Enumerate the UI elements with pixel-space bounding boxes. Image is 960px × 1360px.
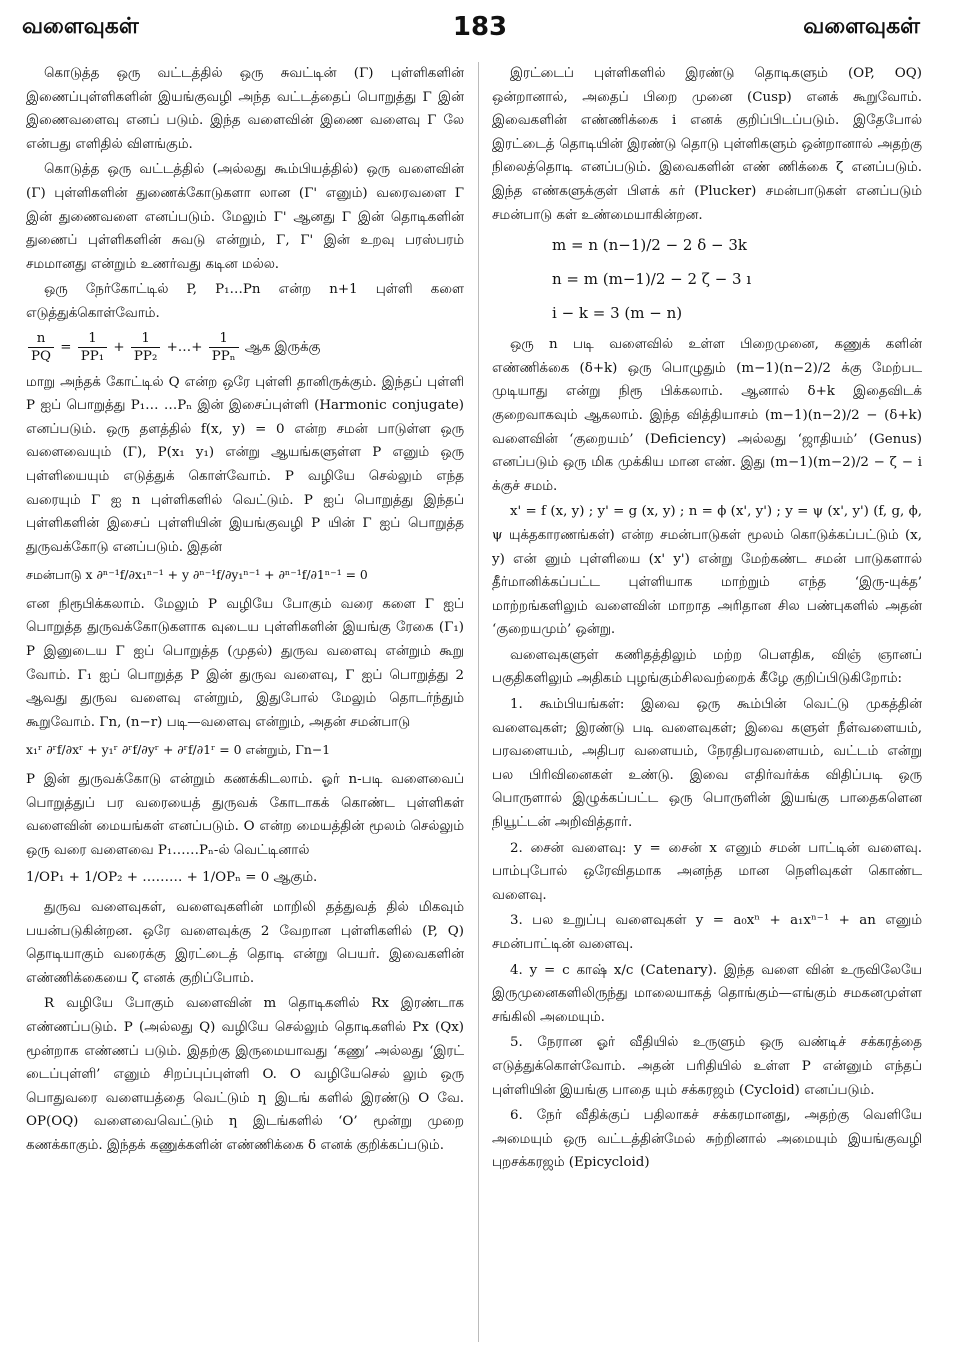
plucker-equation-3: i − k = 3 (m − n) xyxy=(552,304,683,323)
denominator: PQ xyxy=(31,348,51,364)
polar-curve-equation: x₁ʳ ∂ʳf/∂xʳ + y₁ʳ ∂ʳf/∂yʳ + ∂ʳf/∂1ʳ = 0 என்றும், Γn−1 xyxy=(26,742,331,758)
denominator: PPₙ xyxy=(211,348,236,364)
left-column xyxy=(26,62,464,1352)
fraction xyxy=(28,330,54,365)
numerator: 1 xyxy=(131,330,160,348)
operator: + xyxy=(113,339,125,355)
list-item: 5. நேரான ஓர் வீதியில் உருளும் ஒரு வண்டிச் சக்கரத்தை எடுத்துக்கொள்வோம். அதன் பரிதியில் உள்ள P என்னும் எந்தப் புள்ளியின் இயங்கு பாதை யும் சக்கரஜம் (Cycloid) எனப்படும். xyxy=(492,1035,922,1098)
page-number: 183 xyxy=(452,12,508,42)
plucker-equation-2: n = m (m−1)/2 − 2 ζ − 3 ı xyxy=(552,270,752,289)
numerator: 1 xyxy=(78,330,107,348)
paragraph: x' = f (x, y) ; y' = g (x, y) ; n = ϕ (x', y') ; y = ψ (x', y') (f, g, ϕ, ψ யுக்தகாரணங்கள்) என்ற சமன்பாடுகள் மூலம் கொடுக்கப்பட்டும் (x, y) என் னும் புள்ளியை (x' y') என்று மேற்கண்ட சமன் பாடுகளால் தீர்மானிக்கப்பட்ட புள்ளியாக மாற்றும் எந்த ‘இரு-யுக்த’ மாற்றங்களிலும் வளைவின் மாறாத அரிதான சில பண்புகளில் அதன் ‘குறையமும்’ ஒன்று. xyxy=(492,504,922,638)
operator: = xyxy=(60,339,72,355)
harmonic-formula xyxy=(26,330,464,365)
header-left-title: வளைவுகள் xyxy=(22,14,139,39)
numerator: 1 xyxy=(209,330,239,348)
paragraph: என நிரூபிக்கலாம். மேலும் P வழியே போகும் வரை களை Γ ஐப் பொறுத்த துருவக்கோடுகளாக வுடைய புள்ளிகளின் இயங்கு ரேகை (Γ₁) P இனுடைய Γ ஐப் பொறுத்த (முதல்) துருவ வளைவு என்றும் கூறு வோம். Γ₁ ஐப் பொறுத்த P இன் துருவ வளைவு, Γ ஐப் பொறுத்து 2 ஆவது துருவ வளைவு என்றும், இதுபோல் மேலும் தொடர்ந்தும் கூறுவோம். Γn, (n−r) படி—வளைவு என்றும், அதன் சமன்பாடு xyxy=(26,596,464,730)
list-item: 4. y = c காஷ் x/c (Catenary). இந்த வளை வின் உருவிலேயே இருமுனைகளிலிருந்து மாலையாகத் தொங்கும்—எங்கும் சமகனமுள்ள சங்கிலி அமையும். xyxy=(492,962,922,1025)
page-header xyxy=(0,0,960,46)
denominator: PP₁ xyxy=(80,348,105,364)
ellipsis-operator: +…+ xyxy=(166,339,203,355)
header-right-title: வளைவுகள் xyxy=(803,14,920,39)
reciprocal-sum-equation: 1/OP₁ + 1/OP₂ + ……… + 1/OPₙ = 0 ஆகும். xyxy=(26,870,318,886)
paragraph: இரட்டைப் புள்ளிகளில் இரண்டு தொடிகளும் (OP, OQ) ஒன்றானால், அதைப் பிறை முனை (Cusp) எனக் கூறுவோம். இவைகளின் எண்ணிக்கை i எனக் குறிப்பிடப்படும். இதேபோல் இரட்டைத் தொடியின் இரண்டு தொடு புள்ளிகளும் ஒன்றானால் அதற்கு நிலைத்தொடி எனப்படும். இவைகளின் எண் ணிக்கை ζ எனப்படும். இந்த எண்களுக்குள் பிளக் கர் (Plucker) சமன்பாடுகள் எனப்படும் சமன்பாடு கள் உண்மையாகின்றன. xyxy=(492,66,922,223)
right-column xyxy=(492,62,922,1352)
paragraph: R வழியே போகும் வளைவின் m தொடிகளில் Rx இரண்டாக எண்ணப்படும். P (அல்லது Q) வழியே செல்லும் தொடிகளில் Px (Qx) மூன்றாக எண்ணப் படும். இதற்கு இருமையாவது ‘கணு’ அல்லது ‘இரட் டைப்புள்ளி’ எனும் சிறப்புப்புள்ளி O. O வழியேசெல் லும் ஒரு பொதுவரை வளையத்தை வெட்டும் ƞ இடங் களில் இரண்டு O வே. OP(OQ) வளைவைவெட்டும் ƞ இடங்களில் ‘O’ மூன்று முறை கணக்காகும். இந்தக் கணுக்களின் எண்ணிக்கை δ எனக் குறிக்கப்படும். xyxy=(26,996,464,1153)
paragraph: துருவ வளைவுகள், வளைவுகளின் மாறிலி தத்துவத் தில் மிகவும் பயன்படுகின்றன. ஒரே வளைவுக்கு 2 வேறான புள்ளிகளில் (P, Q) தொடியாகும் வரைக்கு இரட்டைத் தொடி என்று பெயர். இவைகளின் எண்ணிக்கையை ζ எனக் குறிப்போம். xyxy=(26,900,464,986)
fraction xyxy=(131,330,160,365)
list-item: 1. கூம்பியங்கள்: இவை ஒரு கூம்பின் வெட்டு முகத்தின் வளைவுகள்; இரண்டு படி வளைவுகள்; இவை களுள் நீள்வளையம், பரவளையம், அதிபர வளையம், நேரதிபரவளையம், வட்டம் என்று பல பிரிவினைகள் உண்டு. இவை எதிர்வர்க்க விதிப்படி ஒரு பொருளால் இழுக்கப்பட்ட ஒரு பொருளின் இயங்கு பாதைகளென நியூட்டன் அறிவித்தார். xyxy=(492,697,922,831)
polar-equation: சமன்பாடு x ∂ⁿ⁻¹f/∂x₁ⁿ⁻¹ + y ∂ⁿ⁻¹f/∂y₁ⁿ⁻¹ + ∂ⁿ⁻¹f/∂1ⁿ⁻¹ = 0 xyxy=(26,567,368,583)
denominator: PP₂ xyxy=(133,348,158,364)
paragraph: கொடுத்த ஒரு வட்டத்தில் ஒரு சுவட்டின் (Γ) புள்ளிகளின் இணைப்புள்ளிகளின் இயங்குவழி அந்த வட்டத்தைப் பொறுத்து Γ இன் இணைவளைவு எனப் படும். இந்த வளைவின் இணை வளைவு Γ லே என்பது எளிதில் விளங்கும். xyxy=(26,66,464,152)
fraction xyxy=(78,330,107,365)
plucker-equation-1: m = n (n−1)/2 − 2 δ − 3k xyxy=(552,236,748,255)
list-item: 3. பல உறுப்பு வளைவுகள் y = a₀xⁿ + a₁xⁿ⁻¹ + an எனும் சமன்பாட்டின் வளைவு. xyxy=(492,913,922,952)
list-item: 6. நேர் வீதிக்குப் பதிலாகச் சக்கரமானது, அதற்கு வெளியே அமையும் ஒரு வட்டத்தின்மேல் சுற்றினால் அமையும் இயங்குவழி புறசக்கரஜம் (Epicycloid) xyxy=(492,1108,922,1171)
paragraph: ஒரு n படி வளைவில் உள்ள பிறைமுனை, கணுக் களின் எண்ணிக்கை (δ+k) ஒரு பொழுதும் (m−1)(n−2)/2 க்கு மேற்பட முடியாது என்று நிரூ பிக்கலாம். ஆனால் δ+k இதைவிடக் குறைவாகவும் ஆகலாம். இந்த வித்தியாசம் (m−1)(n−2)/2 − (δ+k) வளைவின் ‘குறையம்’ (Deficiency) அல்லது ‘ஜாதியம்’ (Genus) எனப்படும் ஒரு மிக முக்கிய மான எண். இது (m−1)(m−2)/2 − ζ − i க்குச் சமம். xyxy=(492,337,922,494)
paragraph: ஒரு நேர்கோட்டில் P, P₁…Pn என்ற n+1 புள்ளி களை எடுத்துக்கொள்வோம். xyxy=(26,282,464,321)
paragraph: கொடுத்த ஒரு வட்டத்தில் (அல்லது கூம்பியத்தில்) ஒரு வளைவின் (Γ) புள்ளிகளின் துணைக்கோடுகளா லான (Γ' எனும்) வரைவளை Γ இன் துணைவளை எனப்படும். மேலும் Γ' ஆனது Γ இன் தொடிகளின் துணைப் புள்ளிகளின் சுவடு என்றும், Γ, Γ' இன் உறவு பரஸ்பரம் சமமானது என்றும் உணர்வது கடின மல்ல. xyxy=(26,162,464,272)
numerator: n xyxy=(28,330,54,348)
column-divider xyxy=(478,62,479,1342)
paragraph: மாறு அந்தக் கோட்டில் Q என்ற ஒரே புள்ளி தானிருக்கும். இந்தப் புள்ளி P ஐப் பொறுத்து P₁… …Pₙ இன் இசைப்புள்ளி (Harmonic conjugate) எனப்படும். ஒரு தளத்தில் f(x, y) = 0 என்ற சமன் பாடுள்ள ஒரு வளைவையும் (Γ), P(x₁ y₁) என்று ஆயங்களுள்ள P எனும் ஒரு புள்ளியையும் எடுத்துக் கொள்வோம். P வழியே செல்லும் எந்த வரையும் Γ ஐ n புள்ளிகளில் வெட்டும். P ஐப் பொறுத்து இந்தப் புள்ளிகளின் இசைப் புள்ளியின் இயங்குவழி P யின் Γ ஐப் பொறுத்த துருவக்கோடு எனப்படும். இதன் xyxy=(26,374,464,555)
formula-tail-text: ஆக இருக்கு xyxy=(244,339,321,355)
list-item: 2. சைன் வளைவு: y = சைன் x எனும் சமன் பாட்டின் வளைவு. பாம்புபோல் ஒரேவிதமாக அனந்த மான நெளிவுகள் கொண்ட வளைவு. xyxy=(492,840,922,903)
fraction xyxy=(209,330,239,365)
paragraph: வளைவுகளுள் கணிதத்திலும் மற்ற பௌதிக, விஞ் ஞானப் பகுதிகளிலும் அதிகம் புழங்கும்சிலவற்றைக் கீழே குறிப்பிடுகிறோம்: xyxy=(492,647,922,687)
paragraph: P இன் துருவக்கோடு என்றும் கணக்கிடலாம். ஓர் n-படி வளைவைப் பொறுத்துப் பர வரையைத் துருவக் கோடாகக் கொண்ட புள்ளிகள் வளைவின் மையங்கள் எனப்படும். O என்ற மையத்தின் மூலம் செல்லும் ஒரு வரை வளைவை P₁……Pₙ-ல் வெட்டினால் xyxy=(26,772,464,858)
